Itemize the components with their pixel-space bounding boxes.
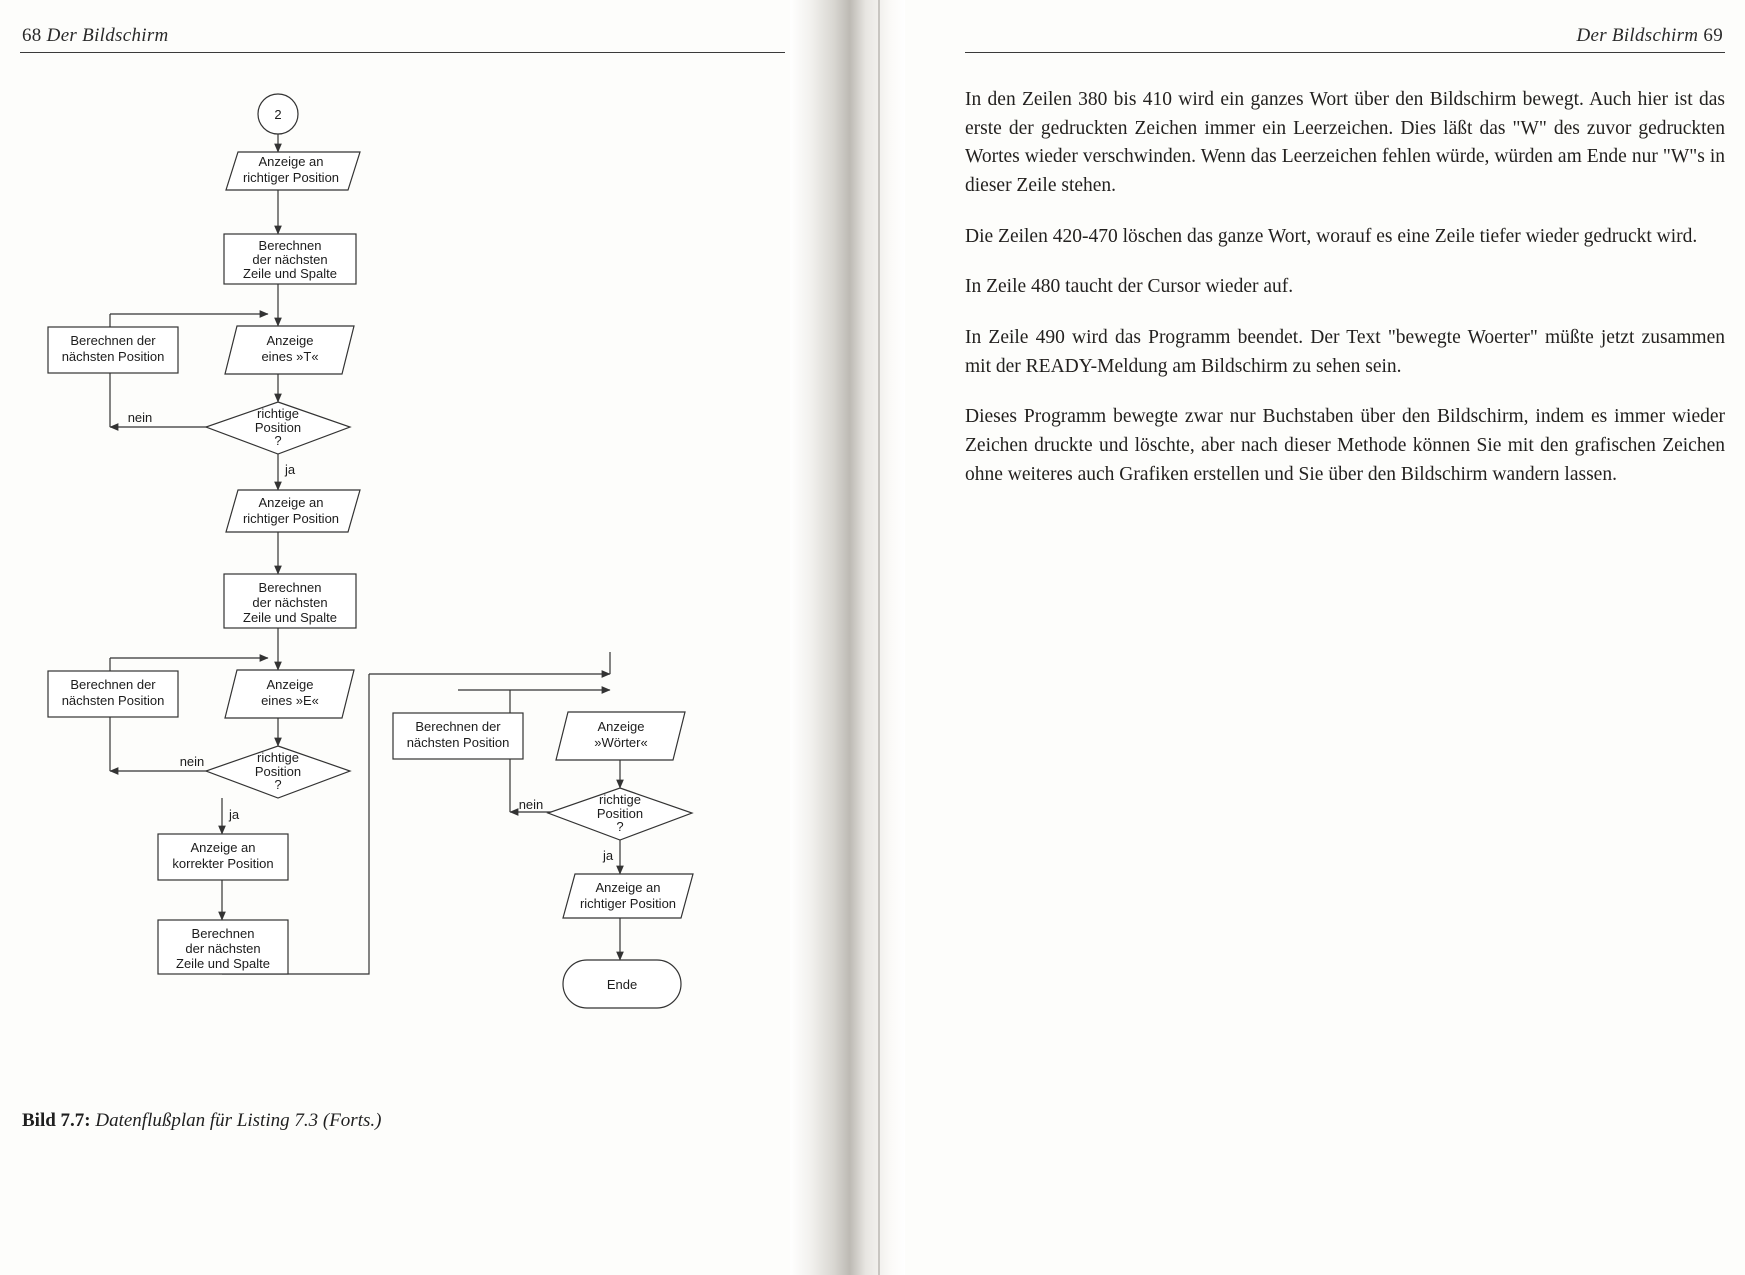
flow-node-n9-line1: Berechnen der: [70, 677, 156, 692]
flow-edge-label-ja-3: ja: [602, 848, 614, 863]
flow-node-n2-line2: der nächsten: [252, 252, 328, 267]
paragraph: In Zeile 480 taucht der Cursor wieder auf.: [965, 276, 1294, 298]
running-head-left-title: Der Bildschirm: [46, 25, 169, 46]
body-text-column: [965, 86, 1725, 511]
paragraph: In Zeile 490 wird das Programm beendet. Der Text "bewegte Woerter" müßte jetzt zusammen mit der READY-Meldung am Bildschirm zu sehen sein.: [965, 326, 1725, 377]
flow-node-n10-line1: richtige: [257, 750, 299, 765]
header-rule-right: [965, 52, 1725, 53]
flow-node-n10-line2: Position: [254, 764, 302, 779]
flow-node-end-label: Ende: [606, 977, 638, 992]
flow-node-n1-line1: Anzeige an: [258, 154, 324, 169]
flow-node-n5-line2: Position: [254, 420, 302, 435]
flow-node-n15-line3: ?: [616, 819, 624, 834]
flow-node-n8-line2: eines »E«: [261, 693, 319, 708]
flow-edge-label-nein-3: nein: [518, 797, 544, 812]
flow-node-n7-line3: Zeile und Spalte: [243, 610, 337, 625]
flow-node-n14-line1: Anzeige: [597, 719, 645, 734]
flow-node-n13-line1: Berechnen der: [415, 719, 501, 734]
flow-edge-label-nein-2: nein: [179, 754, 205, 769]
figure-caption-text: Datenflußplan für Listing 7.3 (Forts.): [95, 1110, 382, 1131]
flow-node-n3-line1: Anzeige: [266, 333, 314, 348]
folio-left: 68: [22, 25, 42, 46]
flow-node-n14-line2: »Wörter«: [594, 735, 648, 750]
flow-node-n1-line2: richtiger Position: [242, 170, 340, 185]
flow-edge-label-ja-2: ja: [228, 807, 240, 822]
flow-connector-2-label: 2: [274, 107, 282, 122]
flow-node-n3-line2: eines »T«: [261, 349, 319, 364]
flow-node-n4-line1: Berechnen der: [70, 333, 156, 348]
flow-node-n16-line2: richtiger Position: [579, 896, 677, 911]
flow-node-n12-line3: Zeile und Spalte: [176, 956, 270, 971]
paragraph: In den Zeilen 380 bis 410 wird ein ganzes Wort über den Bildschirm bewegt. Auch hier ist das erste der gedruckten Zeichen immer ein Leerzeichen. Dies läßt das "W" des zuvor gedruckten Wortes wieder verschwinden. Wenn das Leerzeichen fehlen würde, würden am Ende nur "W"s in dieser Zeile stehen.: [965, 89, 1725, 196]
flow-node-n12-line2: der nächsten: [185, 941, 261, 956]
figure-caption-label: Bild 7.7:: [22, 1110, 91, 1131]
folio-right: 69: [1703, 25, 1723, 46]
flow-node-n11-line1: Anzeige an: [190, 840, 256, 855]
flow-node-n2-line3: Zeile und Spalte: [243, 266, 337, 281]
flow-node-n5-line3: ?: [274, 433, 282, 448]
flow-edge-label-nein-1: nein: [127, 410, 153, 425]
book-gutter-crease: [878, 0, 880, 1275]
flow-node-n9-line2: nächsten Position: [61, 693, 165, 708]
paragraph: Dieses Programm bewegte zwar nur Buchstaben über den Bildschirm, indem es immer wieder Zeichen druckte und löschte, aber nach dieser Methode können Sie mit den grafischen Zeichen ohne weiteres auch Grafiken erstellen und Sie über den Bildschirm wandern lassen.: [965, 406, 1725, 485]
flow-node-n10-line3: ?: [274, 777, 282, 792]
flow-node-n2-line1: Berechnen: [258, 238, 322, 253]
figure-caption: [22, 1110, 381, 1132]
flow-node-n15-line2: Position: [596, 806, 644, 821]
flow-node-n16-line1: Anzeige an: [595, 880, 661, 895]
header-rule-left: [20, 52, 785, 53]
flowchart-figure: [10, 62, 800, 1102]
running-head-right-title: Der Bildschirm: [1576, 25, 1699, 46]
flow-node-n15-line1: richtige: [599, 792, 641, 807]
book-gutter: [790, 0, 905, 1275]
flow-node-n6-line2: richtiger Position: [242, 511, 340, 526]
flow-node-n7-line2: der nächsten: [252, 595, 328, 610]
flow-node-n4-line2: nächsten Position: [61, 349, 165, 364]
flow-node-n7-line1: Berechnen: [258, 580, 322, 595]
flow-edge-label-ja-1: ja: [284, 462, 296, 477]
flow-node-n13-line2: nächsten Position: [406, 735, 510, 750]
paragraph: Die Zeilen 420-470 löschen das ganze Wort, worauf es eine Zeile tiefer wieder gedruckt wird.: [965, 225, 1698, 247]
flow-node-n11-line2: korrekter Position: [172, 856, 274, 871]
running-head-left: [22, 25, 169, 47]
flow-node-n6-line1: Anzeige an: [258, 495, 324, 510]
flow-node-n12-line1: Berechnen: [191, 926, 255, 941]
flow-node-n5-line1: richtige: [257, 406, 299, 421]
flow-node-n8-line1: Anzeige: [266, 677, 314, 692]
running-head-right: [1576, 25, 1723, 47]
